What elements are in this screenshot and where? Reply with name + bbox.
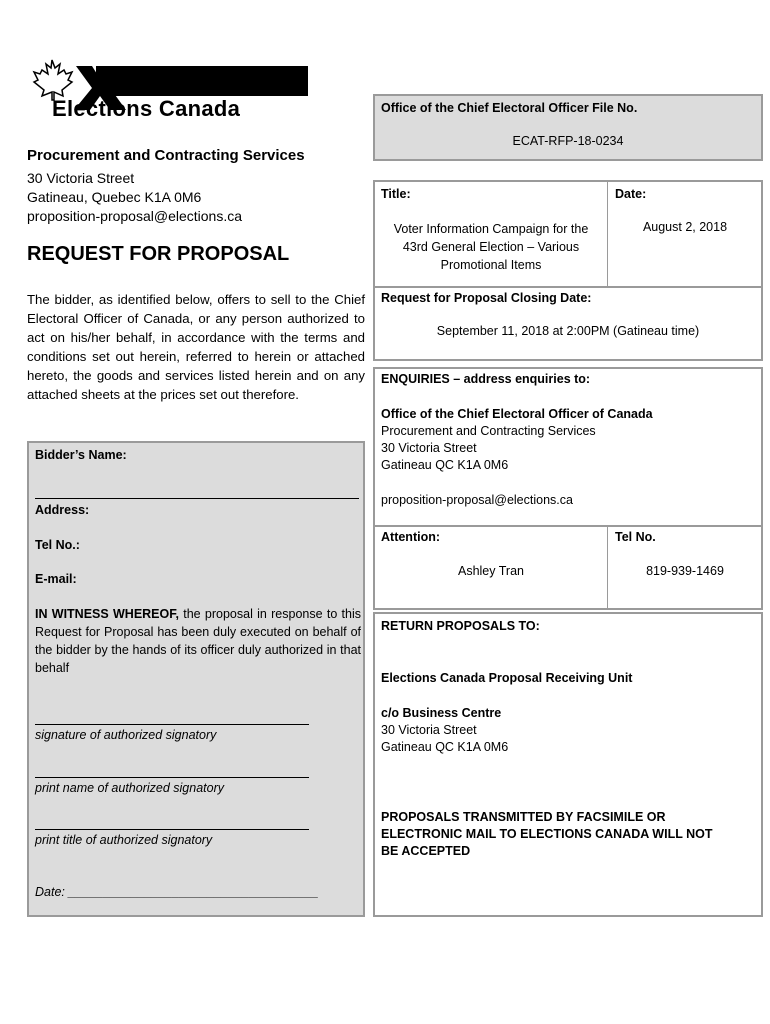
return-label: RETURN PROPOSALS TO: bbox=[381, 619, 540, 633]
email-label: E-mail: bbox=[35, 572, 77, 586]
attention-label: Attention: bbox=[381, 530, 441, 544]
closing-date-label: Request for Proposal Closing Date: bbox=[381, 291, 592, 305]
logo-wordmark: Elections Canada bbox=[52, 96, 241, 121]
signature-line[interactable] bbox=[35, 724, 309, 725]
closing-date-value: September 11, 2018 at 2:00PM (Gatineau time) bbox=[436, 324, 700, 338]
sender-city: Gatineau, Quebec K1A 0M6 bbox=[27, 189, 202, 205]
witness-clause bbox=[35, 605, 361, 677]
print-title-line[interactable] bbox=[35, 829, 309, 830]
enquiries-office: Office of the Chief Electoral Officer of Canada bbox=[381, 407, 653, 421]
sender-dept: Procurement and Contracting Services bbox=[27, 147, 305, 164]
enquiries-label: ENQUIRIES – address enquiries to: bbox=[381, 372, 591, 386]
print-title-caption: print title of authorized signatory bbox=[35, 833, 213, 847]
sender-address bbox=[27, 146, 305, 226]
return-co: c/o Business Centre bbox=[381, 706, 502, 720]
bidder-name-line[interactable] bbox=[35, 498, 359, 499]
enquiries-box bbox=[373, 367, 763, 527]
return-city: Gatineau QC K1A 0M6 bbox=[381, 740, 509, 754]
date-value: August 2, 2018 bbox=[642, 220, 728, 234]
address-label: Address: bbox=[35, 503, 90, 517]
title-value: Voter Information Campaign for the 43rd General Election – Various Promotional Items bbox=[393, 222, 589, 272]
intro-paragraph: The bidder, as identified below, offers to sell to the Chief Electoral Officer of Canada, or any person authorized to act on his/her behalf, in accordance with the terms and conditions set out herein, referred to herein or attached hereto, the goods and services listed herein and on any attached sheets at the prices set out therefore. bbox=[27, 292, 365, 402]
enquiries-city: Gatineau QC K1A 0M6 bbox=[381, 458, 509, 472]
bidder-box bbox=[27, 441, 365, 917]
witness-text: the proposal in response to this Request for Proposal has been duly executed on behalf of the bidder by the hands of its officer duly authorized in that behalf bbox=[35, 607, 361, 675]
date-field[interactable]: Date: ____________________________________ bbox=[35, 885, 319, 899]
closing-date-box bbox=[373, 286, 763, 361]
attention-value: Ashley Tran bbox=[457, 564, 524, 578]
file-number-box bbox=[373, 94, 763, 161]
tel-label: Tel No.: bbox=[35, 538, 80, 552]
sender-email: proposition-proposal@elections.ca bbox=[27, 208, 242, 224]
tel-no-value: 819-939-1469 bbox=[646, 564, 724, 578]
date-label: Date: bbox=[615, 187, 647, 201]
elections-canada-logo bbox=[30, 58, 280, 130]
title-date-divider bbox=[607, 182, 608, 286]
enquiries-dept: Procurement and Contracting Services bbox=[381, 424, 596, 438]
bidder-name-label: Bidder’s Name: bbox=[35, 448, 127, 462]
title-label: Title: bbox=[381, 187, 411, 201]
enquiries-email[interactable]: proposition-proposal@elections.ca bbox=[381, 493, 573, 507]
sender-street: 30 Victoria Street bbox=[27, 170, 135, 186]
enquiries-street: 30 Victoria Street bbox=[381, 441, 477, 455]
return-street: 30 Victoria Street bbox=[381, 723, 477, 737]
return-notice: PROPOSALS TRANSMITTED BY FACSIMILE OR ELECTRONIC MAIL TO ELECTIONS CANADA WILL NOT BE ACCEPTED bbox=[381, 810, 713, 858]
title-box bbox=[373, 180, 763, 288]
page-title: REQUEST FOR PROPOSAL bbox=[27, 243, 290, 265]
return-unit: Elections Canada Proposal Receiving Unit bbox=[381, 671, 633, 685]
file-number-label: Office of the Chief Electoral Officer File No. bbox=[381, 101, 638, 115]
signature-caption: signature of authorized signatory bbox=[35, 728, 217, 742]
return-box bbox=[373, 612, 763, 917]
print-name-caption: print name of authorized signatory bbox=[35, 781, 224, 795]
attention-box bbox=[373, 525, 763, 610]
print-name-line[interactable] bbox=[35, 777, 309, 778]
tel-no-label: Tel No. bbox=[615, 530, 656, 544]
file-number-value: ECAT-RFP-18-0234 bbox=[512, 134, 624, 148]
witness-bold: IN WITNESS WHEREOF, bbox=[35, 607, 179, 621]
attention-divider bbox=[607, 527, 608, 608]
